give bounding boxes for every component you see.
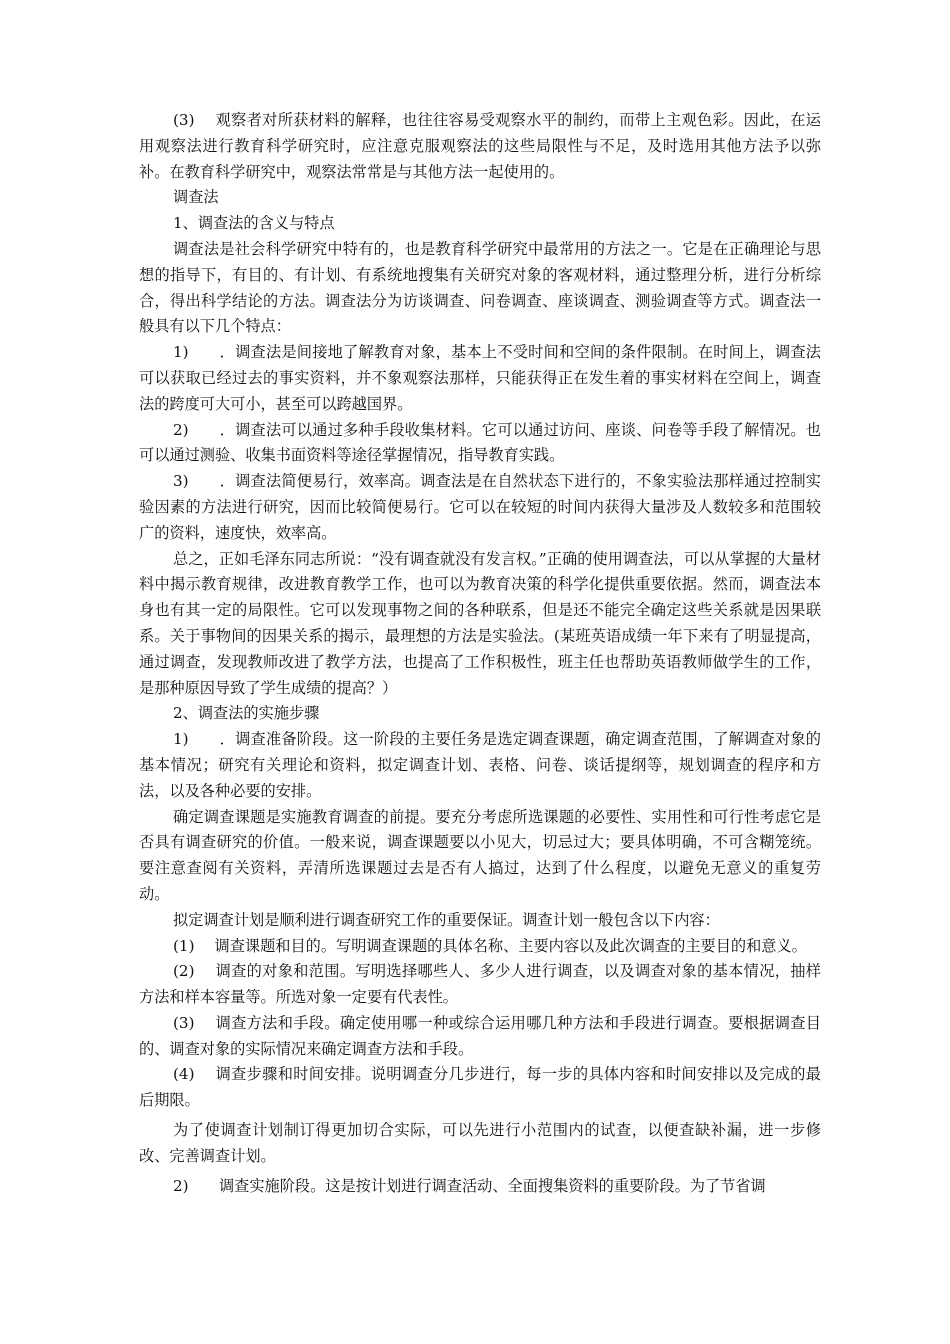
section-heading: 调查法	[173, 188, 219, 207]
paragraph: 调查法是社会科学研究中特有的，也是教育科学研究中最常用的方法之一。它是在正确理论与思想的指导下，有目的、有计划、有系统地搜集有关研究对象的客观材料，通过整理分析，进行分析综合，得出科学结论的方法。调查法分为访谈调查、问卷调查、座谈调查、测验调查等方式。调查法一般具有以下几个特点：	[139, 239, 821, 336]
paragraph: 为了使调查计划制订得更加切合实际，可以先进行小范围内的试查，以便查缺补漏，进一步修改、完善调查计划。	[139, 1121, 821, 1165]
list-item: (2) 调查的对象和范围。写明选择哪些人、多少人进行调查，以及调查对象的基本情况，抽样方法和样本容量等。所选对象一定要有代表性。	[139, 962, 821, 1007]
document-page	[139, 108, 821, 1199]
subsection-heading: 2、调查法的实施步骤	[173, 704, 320, 723]
list-item: 3) ．调查法简便易行，效率高。调查法是在自然状态下进行的，不象实验法那样通过控制实验因素的方法进行研究，因而比较简便易行。它可以在较短的时间内获得大量涉及人数较多和范围较广的资料，速度快，效率高。	[139, 472, 821, 542]
paragraph: (3) 观察者对所获材料的解释，也往往容易受观察水平的制约，而带上主观色彩。因此，在运用观察法进行教育科学研究时，应注意克服观察法的这些局限性与不足，及时选用其他方法予以弥补。在教育科学研究中，观察法常常是与其他方法一起使用的。	[139, 111, 821, 181]
paragraph: 确定调查课题是实施教育调查的前提。要充分考虑所选课题的必要性、实用性和可行性考虑它是否具有调查研究的价值。一般来说，调查课题要以小见大，切忌过大；要具体明确，不可含糊笼统。要注意查阅有关资料，弄清所选课题过去是否有人搞过，达到了什么程度，以避免无意义的重复劳动。	[139, 807, 821, 903]
list-item: (4) 调查步骤和时间安排。说明调查分几步进行，每一步的具体内容和时间安排以及完成的最后期限。	[139, 1065, 821, 1110]
list-item: 1) ．调查准备阶段。这一阶段的主要任务是选定调查课题，确定调查范围，了解调查对象的基本情况；研究有关理论和资料，拟定调查计划、表格、问卷、谈话提纲等，规划调查的程序和方法，以及各种必要的安排。	[139, 730, 821, 800]
list-item: (1) 调查课题和目的。写明调查课题的具体名称、主要内容以及此次调查的主要目的和意义。	[173, 936, 807, 955]
paragraph: 总之，正如毛泽东同志所说：“没有调查就没有发言权。”正确的使用调查法，可以从掌握的大量材料中揭示教育规律，改进教育教学工作，也可以为教育决策的科学化提供重要依据。然而，调查法本身也有其一定的局限性。它可以发现事物之间的各种联系，但是还不能完全确定这些关系就是因果联系。关于事物间的因果关系的揭示，最理想的方法是实验法。(某班英语成绩一年下来有了明显提高，通过调查，发现教师改进了教学方法，也提高了工作积极性，班主任也帮助英语教师做学生的工作，是那种原因导致了学生成绩的提高？）	[139, 549, 821, 697]
list-item: (3) 调查方法和手段。确定使用哪一种或综合运用哪几种方法和手段进行调查。要根据调查目的、调查对象的实际情况来确定调查方法和手段。	[139, 1013, 821, 1058]
paragraph: 拟定调查计划是顺利进行调查研究工作的重要保证。调查计划一般包含以下内容：	[173, 910, 720, 929]
list-item: 1) ．调查法是间接地了解教育对象，基本上不受时间和空间的条件限制。在时间上，调查法可以获取已经过去的事实资料，并不象观察法那样，只能获得正在发生着的事实材料在空间上，调查法的跨度可大可小，甚至可以跨越国界。	[139, 343, 821, 413]
list-item: 2) 调查实施阶段。这是按计划进行调查活动、全面搜集资料的重要阶段。为了节省调	[173, 1176, 766, 1195]
list-item: 2) ．调查法可以通过多种手段收集材料。它可以通过访问、座谈、问卷等手段了解情况。也可以通过测验、收集书面资料等途径掌握情况，指导教育实践。	[139, 420, 821, 465]
subsection-heading: 1、调查法的含义与特点	[173, 214, 335, 233]
